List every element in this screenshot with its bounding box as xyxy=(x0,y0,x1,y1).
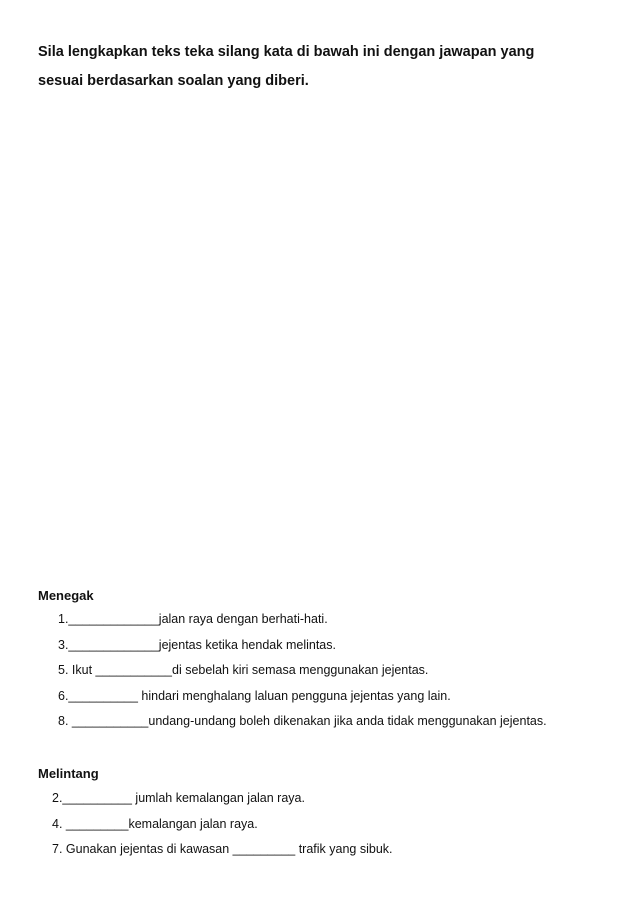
across-heading: Melintang xyxy=(38,766,99,781)
across-clue-7: 7. Gunakan jejentas di kawasan _________ trafik yang sibuk. xyxy=(52,842,393,856)
down-clue-1: 1._____________jalan raya dengan berhati-hati. xyxy=(58,612,328,626)
down-clue-6: 6.__________ hindari menghalang laluan pengguna jejentas yang lain. xyxy=(58,688,451,703)
down-clue-list xyxy=(58,607,547,735)
down-heading: Menegak xyxy=(38,588,94,603)
crossword-blank-area xyxy=(38,120,598,570)
across-clue-2: 2.__________ jumlah kemalangan jalan raya. xyxy=(52,791,305,805)
instruction-text xyxy=(38,38,598,96)
down-clue-8: 8. ___________undang-undang boleh dikenakan jika anda tidak menggunakan jejentas. xyxy=(58,714,547,728)
across-clue-list xyxy=(52,786,393,863)
across-clue-4: 4. _________kemalangan jalan raya. xyxy=(52,816,258,831)
down-clue-5: 5. Ikut ___________di sebelah kiri semasa menggunakan jejentas. xyxy=(58,663,429,677)
down-clue-3: 3._____________jejentas ketika hendak melintas. xyxy=(58,637,336,652)
instruction-line-2: sesuai berdasarkan soalan yang diberi. xyxy=(38,73,309,89)
instruction-line-1: Sila lengkapkan teks teka silang kata di bawah ini dengan jawapan yang xyxy=(38,44,535,60)
